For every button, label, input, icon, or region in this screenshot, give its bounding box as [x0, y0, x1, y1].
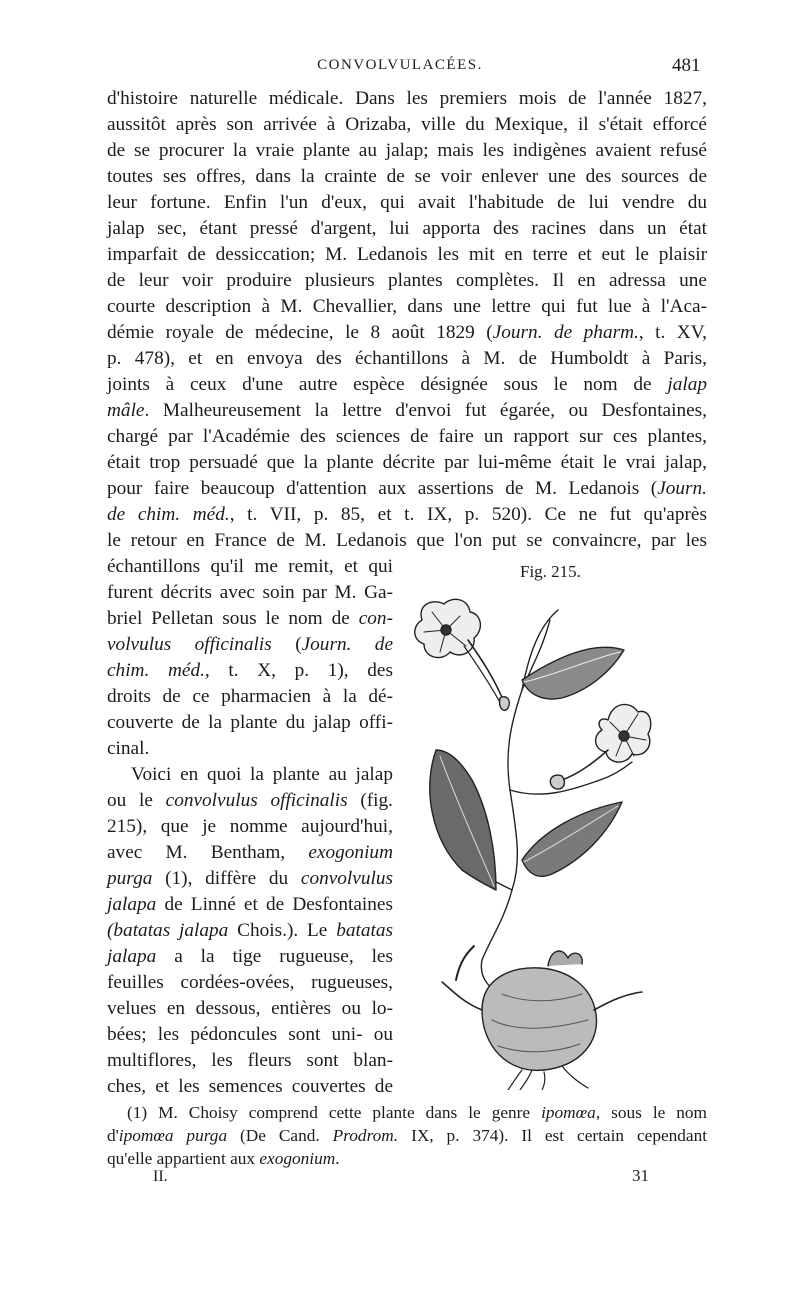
text-line: leur fortune. Enfin l'un d'eux, qui avait l'habitude de lui vendre du: [107, 192, 707, 213]
text-line: chargé par l'Académie des sciences de faire un rapport sur ces plantes,: [107, 426, 707, 447]
text-line: couverte de la plante du jalap offi-: [107, 712, 393, 733]
jalap-plant-illustration: [412, 590, 652, 1090]
text-line: briel Pelletan sous le nom de con-: [107, 608, 393, 629]
text-line: le retour en France de M. Ledanois que l'on put se convaincre, par les: [107, 530, 707, 551]
text-line: (batatas jalapa Chois.). Le batatas: [107, 920, 393, 941]
signature-mark: II.: [153, 1168, 168, 1185]
leaf: [430, 750, 496, 890]
text-line: 215), que je nomme aujourd'hui,: [107, 816, 393, 837]
text-line: droits de ce pharmacien à la dé-: [107, 686, 393, 707]
signature-number: 31: [632, 1166, 649, 1185]
stem: [510, 762, 632, 794]
figure-caption: Fig. 215.: [520, 562, 581, 581]
text-line: chim. méd., t. X, p. 1), des: [107, 660, 393, 681]
running-head: CONVOLVULACÉES.: [317, 57, 483, 73]
text-line: courte description à M. Chevallier, dans une lettre qui fut lue à l'Aca-: [107, 296, 707, 317]
text-line: avec M. Bentham, exogonium: [107, 842, 393, 863]
text-line: démie royale de médecine, le 8 août 1829 (Journ. de pharm., t. XV,: [107, 322, 707, 343]
text-line: imparfait de dessiccation; M. Ledanois les mit en terre et eut le plaisir: [107, 244, 707, 265]
text-line: p. 478), et en envoya des échantillons à M. de Humboldt à Paris,: [107, 348, 707, 369]
flower-right: [550, 704, 650, 789]
text-line: ches, et les semences couvertes de: [107, 1076, 393, 1097]
text-line: multiflores, les fleurs sont blan-: [107, 1050, 393, 1071]
flower-top: [415, 599, 510, 710]
tuber: [442, 946, 642, 1090]
text-line: échantillons qu'il me remit, et qui: [107, 556, 393, 577]
page-number: 481: [672, 55, 701, 76]
text-line: Voici en quoi la plante au jalap: [131, 764, 393, 785]
text-line: furent décrits avec soin par M. Ga-: [107, 582, 393, 603]
text-line: jalapa de Linné et de Desfontaines: [107, 894, 393, 915]
text-line: volvulus officinalis (Journ. de: [107, 634, 394, 655]
text-line: était trop persuadé que la plante décrite par lui-même était le vrai jalap,: [107, 452, 707, 473]
text-line: de se procurer la vraie plante au jalap; mais les indigènes avaient refusé: [107, 140, 707, 161]
footnote-line: qu'elle appartient aux exogonium.: [107, 1149, 340, 1168]
text-line: velues en dessous, entières ou lo-: [107, 998, 393, 1019]
text-line: jalap sec, étant pressé d'argent, lui apporta des racines dans un état: [107, 218, 707, 239]
text-line: ou le convolvulus officinalis (fig.: [107, 790, 393, 811]
text-line: mâle. Malheureusement la lettre d'envoi fut égarée, ou Desfontaines,: [107, 400, 707, 421]
text-line: purga (1), diffère du convolvulus: [107, 868, 393, 889]
text-line: de leur voir produire plusieurs plantes complètes. Il en adressa une: [107, 270, 707, 291]
text-line: d'histoire naturelle médicale. Dans les premiers mois de l'année 1827,: [107, 88, 707, 109]
text-line: pour faire beaucoup d'attention aux assertions de M. Ledanois (Journ.: [107, 478, 707, 499]
text-line: toutes ses offres, dans la crainte de se voir enlever une des sources de: [107, 166, 707, 187]
text-line: de chim. méd., t. VII, p. 85, et t. IX, p. 520). Ce ne fut qu'après: [107, 504, 707, 525]
text-line: aussitôt après son arrivée à Orizaba, ville du Mexique, il s'était efforcé: [107, 114, 707, 135]
text-line: feuilles cordées-ovées, rugueuses,: [107, 972, 393, 993]
text-line: bées; les pédoncules sont uni- ou: [107, 1024, 393, 1045]
text-line: jalapa a la tige rugueuse, les: [107, 946, 393, 967]
footnote-line: d'ipomœa purga (De Cand. Prodrom. IX, p. 374). Il est certain cependant: [107, 1126, 708, 1145]
footnote-line: (1) M. Choisy comprend cette plante dans le genre ipomœa, sous le nom: [127, 1103, 707, 1122]
text-line: cinal.: [107, 738, 150, 759]
text-line: joints à ceux d'une autre espèce désignée sous le nom de jalap: [107, 374, 707, 395]
